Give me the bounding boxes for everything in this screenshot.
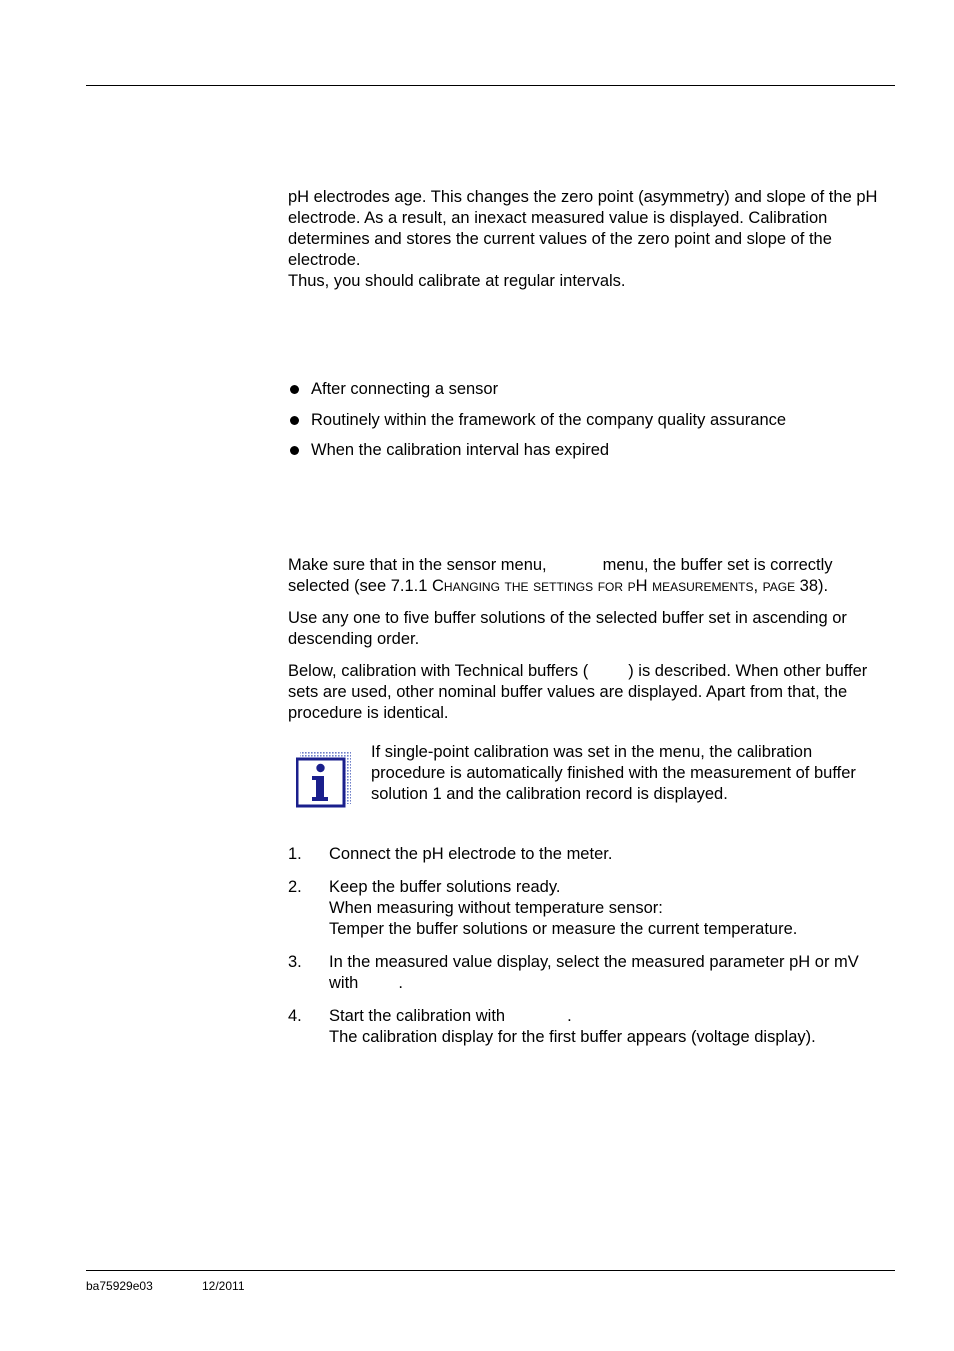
procedure-buffer-set: Make sure that in the sensor menu, menu, the buffer set is correctly selected (see 7.1.1 Changing the settings for pH measurements, page 38). [288,556,833,595]
header-rule [86,85,895,86]
info-icon [296,752,351,808]
footer-rule [86,1270,895,1271]
step-item: 3. In the measured value display, select the measured parameter pH or mV with . [288,953,859,992]
procedure-technical-buffers: Below, calibration with Technical buffers ( ) is described. When other buffer sets are used, other nominal buffer values are displayed. Apart from that, the procedure is identical. [288,662,868,722]
step-item: 2. Keep the buffer solutions ready. When measuring without temperature sensor: Temper the buffer solutions or measure the current temperature. [288,878,798,938]
list-item: After connecting a sensor [288,379,898,400]
bullet-icon [290,385,299,394]
cross-reference[interactable]: Changing the settings for pH measurements, page [432,577,796,595]
calibration-steps [288,844,898,1060]
step-item: 4. Start the calibration with . The calibration display for the first buffer appears (voltage display). [288,1007,816,1046]
calibration-when-list [288,379,898,471]
footer-doc-id: ba75929e03 [86,1279,153,1293]
info-note: If single-point calibration was set in the menu, the calibration procedure is automatically finished with the measurement of buffer solution 1 and the calibration record is displayed. [371,743,856,803]
step-item: 1. Connect the pH electrode to the meter. [288,845,613,863]
footer-date: 12/2011 [202,1279,245,1293]
intro-paragraph: pH electrodes age. This changes the zero point (asymmetry) and slope of the pH electrode. As a result, an inexact measured value is displayed. Calibration determines and stores the current values of the zero point and slope of the electrode. Thus, you should calibrate at regular intervals. [288,188,878,290]
list-item: Routinely within the framework of the company quality assurance [288,410,898,431]
bullet-icon [290,446,299,455]
bullet-icon [290,416,299,425]
procedure-buffer-order: Use any one to five buffer solutions of the selected buffer set in ascending or descending order. [288,609,847,648]
list-item: When the calibration interval has expired [288,440,898,461]
